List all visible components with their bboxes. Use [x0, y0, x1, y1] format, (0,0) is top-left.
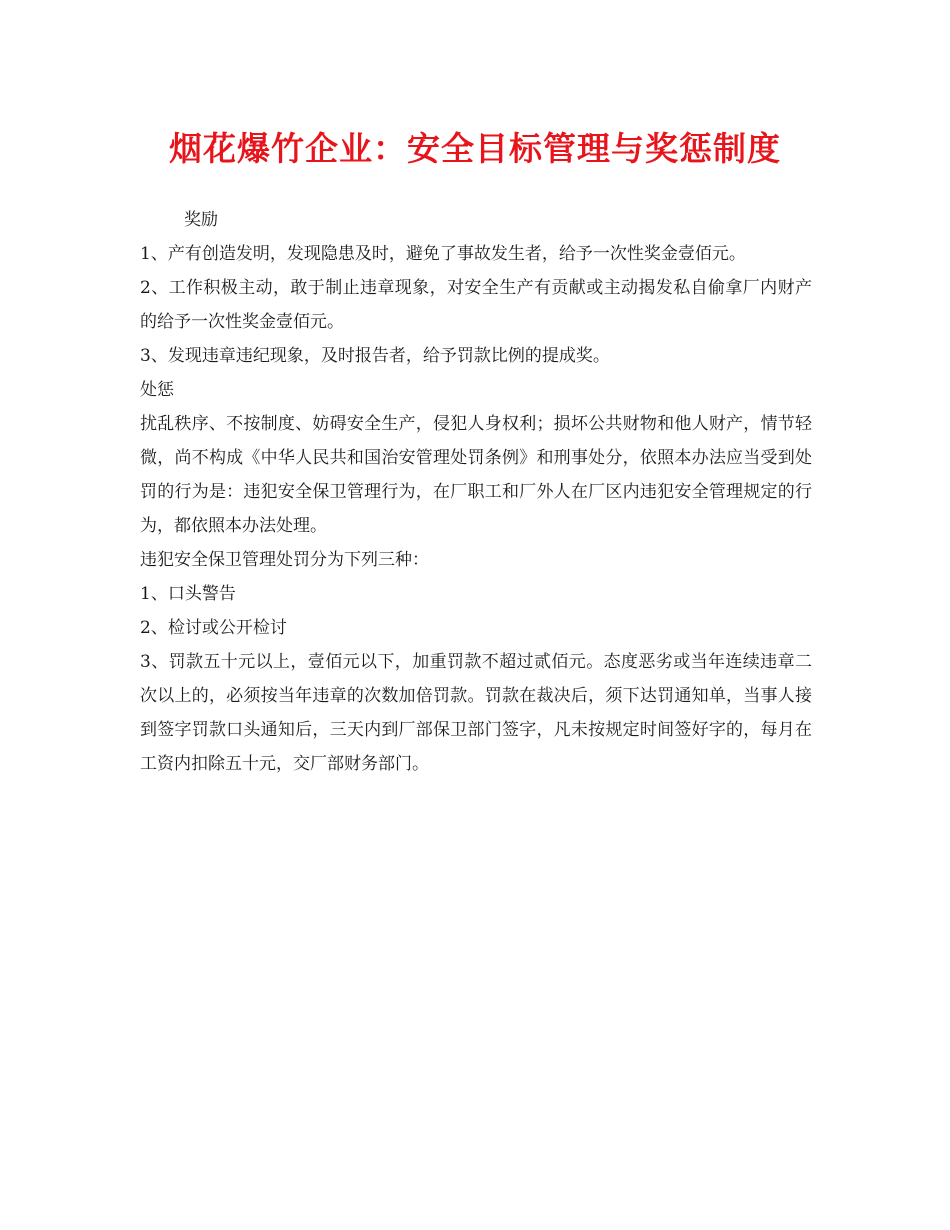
punish-heading: 处惩 — [140, 380, 174, 400]
punish-intro-paragraph: 扰乱秩序、不按制度、妨碍安全生产，侵犯人身权利；损坏公共财物和他人财产，情节轻微，尚不构成《中华人民共和国治安管理处罚条例》和刑事处分，依照本办法应当受到处罚的行为是：违犯安全保卫管理行为，在厂职工和厂外人在厂区内违犯安全管理规定的行为，都依照本办法处理。 — [140, 414, 812, 536]
reward-item-1: 1、产有创造发明，发现隐患及时，避免了事故发生者，给予一次性奖金壹佰元。 — [140, 244, 746, 264]
punish-item-3: 3、罚款五十元以上，壹佰元以下，加重罚款不超过贰佰元。态度恶劣或当年连续违章二次以上的，必须按当年违章的次数加倍罚款。罚款在裁决后，须下达罚通知单，当事人接到签字罚款口头通知后，三天内到厂部保卫部门签字，凡未按规定时间签好字的，每月在工资内扣除五十元，交厂部财务部门。 — [140, 652, 812, 774]
punish-categories-intro: 违犯安全保卫管理处罚分为下列三种： — [140, 550, 429, 570]
reward-item-3: 3、发现违章违纪现象，及时报告者，给予罚款比例的提成奖。 — [140, 346, 610, 366]
document-title: 烟花爆竹企业：安全目标管理与奖惩制度 — [169, 129, 781, 168]
punish-item-2: 2、检讨或公开检讨 — [140, 618, 287, 638]
reward-item-2: 2、工作积极主动，敢于制止违章现象，对安全生产有贡献或主动揭发私自偷拿厂内财产的给予一次性奖金壹佰元。 — [140, 278, 812, 332]
punish-item-1: 1、口头警告 — [140, 584, 236, 604]
reward-heading: 奖励 — [184, 210, 218, 230]
document-body — [140, 203, 812, 781]
